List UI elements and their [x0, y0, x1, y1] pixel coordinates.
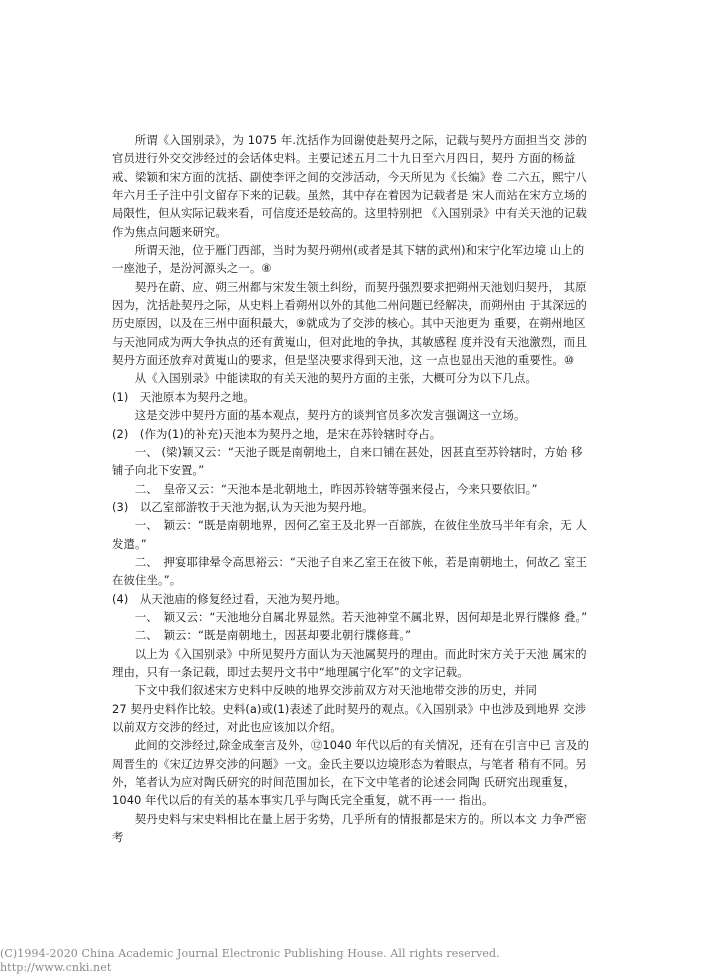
- paragraph-next-section: 下文中我们叙述宋方史料中反映的地界交涉前双方对天池地带交涉的历史，并同: [134, 683, 537, 698]
- claim-3: (3) 以乙室部游牧于天池为据,认为天池为契丹地。: [112, 499, 374, 514]
- claim-2-quote-1: 一、 (梁)颖又云：“天池子既是南朝地土，自来口铺在甚处，因甚直至苏铃辖时，方始 移铺子向北下安置。”: [112, 444, 583, 478]
- paragraph-prior-research: 此间的交涉经过,除金成奎言及外，⑫1040 年代以后的有关情况，还有在引言中已 言及的周晋生的《宋辽边界交涉的问题》一文。金氏主要以边境形态为着眼点，与笔者 稍有不同。另外，笔者认为应对陶氏研究的时间范围加长，在下文中笔者的论述会同陶 氏研究出现重复，1040 年代以后的有关的基本事实几乎与陶氏完全重复，就不再一一 指出。: [112, 738, 590, 808]
- claim-3-quote-2: 二、 押宴耶律晕令高思裕云：“天池子自来乙室王在彼下帐，若是南朝地土，何故乙 室王在彼住坐。”。: [112, 554, 587, 588]
- paragraph-claims-intro: 从《入国别录》中能读取的有关天池的契丹方面的主张，大概可分为以下几点。: [134, 371, 537, 386]
- article-body: [112, 131, 592, 846]
- copyright-notice: (C)1994-2020 China Academic Journal Electronic Publishing House. All rights reserved.: [0, 947, 500, 960]
- paragraph-continuation: 27 契丹史料作比较。史料(a)或(1)表述了此时契丹的观点。《入国别录》中也涉及到地界 交涉以前双方交涉的经过，对此也应该加以介绍。: [112, 701, 587, 734]
- claim-1: (1) 天池原本为契丹之地。: [112, 389, 255, 404]
- claim-2-quote-2: 二、 皇帝又云：“天池本是北朝地土，昨因苏铃辖等强来侵占，今来只要依旧。”: [134, 481, 538, 496]
- claim-4-quote-2: 二、 颖云：“既是南朝地土，因甚却要北朝行牒修葺。”: [134, 628, 412, 643]
- claim-3-quote-1: 一、 颖云：“既是南朝地界，因何乙室王及北界一百部族，在彼住坐放马半年有余，无 人发遣。”: [112, 518, 587, 551]
- claim-4: (4) 从天池庙的修复经过看，天池为契丹地。: [112, 591, 347, 606]
- claim-1-note: 这是交涉中契丹方面的基本观点，契丹方的谈判官员多次发言强调这一立场。: [134, 408, 526, 423]
- claim-4-quote-1: 一、 颖又云：“天池地分自属北界显然。若天池神堂不属北界，因何却是北界行牒修 叠。”: [134, 609, 588, 624]
- paragraph-intro: 所谓《入国别录》，为 1075 年.沈括作为回谢使赴契丹之际，记载与契丹方面担当交 涉的官员进行外交交涉经过的会话体史料。主要记述五月二十九日至六月四日，契丹 方面的杨益戒、梁颖和宋方面的沈括、副使李评之间的交涉活动，今天所见为《长编》卷 二六五，熙宁八年六月壬子注中引文留存下来的记载。虽然，其中存在着因为记载者是 宋人而站在宋方立场的局限性，但从实际记载来看，可信度还是较高的。这里特别把 《入国别录》中有关天池的记载作为焦点问题来研究。: [112, 133, 588, 239]
- paragraph-dispute: 契丹在蔚、应、朔三州都与宋发生领土纠纷，而契丹强烈要求把朔州天池划归契丹， 其原因为，沈括赴契丹之际，从史料上看朔州以外的其他二州问题已经解决，而朔州由 于其深远的历史原因，以及在三州中面积最大，⑨就成为了交涉的核心。其中天池更为 重要，在朔州地区与天池同成为两大争执点的还有黄嵬山，但对此地的争执，其敏感程 度并没有天池激烈，而且契丹方面还放弃对黄嵬山的要求，但是坚决要求得到天池，这 一点也显出天池的重要性。⑩: [112, 279, 587, 368]
- paragraph-summary: 以上为《入国别录》中所见契丹方面认为天池属契丹的理由。而此时宋方关于天池 属宋的理由，只有一条记载，即过去契丹文书中“地理属宁化军”的文字记载。: [112, 646, 587, 679]
- paragraph-sources: 契丹史料与宋史料相比在量上居于劣势，几乎所有的情报都是宋方的。所以本文 力争严密考: [112, 811, 587, 845]
- claim-2: (2) (作为(1)的补充)天池本为契丹之地，是宋在苏铃辖时夺占。: [112, 426, 442, 441]
- copyright-footer: [0, 947, 701, 975]
- paragraph-tianchi-location: 所谓天池，位于雁门西部，当时为契丹朔州(或者是其下辖的武州)和宋宁化军边境 山上的一座池子，是汾河源头之一。⑧: [112, 243, 585, 276]
- cnki-url: http://www.cnki.net: [0, 961, 112, 974]
